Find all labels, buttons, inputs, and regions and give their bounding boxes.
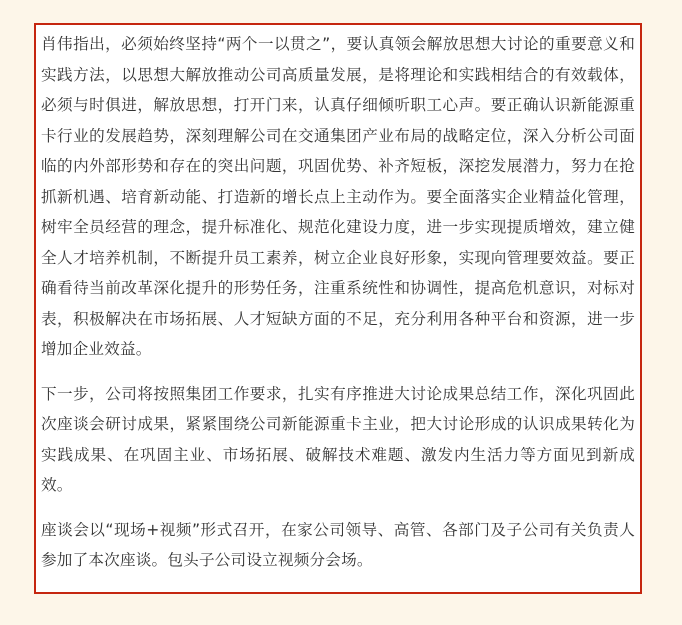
paragraph: 下一步，公司将按照集团工作要求，扎实有序推进大讨论成果总结工作，深化巩固此次座谈会研讨成果，紧紧围绕公司新能源重卡主业，把大讨论形成的认识成果转化为实践成果、在巩固主业、市场拓展、破解技术难题、激发内生活力等方面见到新成效。 [41, 384, 635, 494]
article-content [36, 25, 640, 576]
paragraph: 肖伟指出，必须始终坚持“两个一以贯之”，要认真领会解放思想大讨论的重要意义和实践方法，以思想大解放推动公司高质量发展，是将理论和实践相结合的有效载体，必须与时俱进，解放思想，打开门来，认真仔细倾听职工心声。要正确认识新能源重卡行业的发展趋势，深刻理解公司在交通集团产业布局的战略定位，深入分析公司面临的内外部形势和存在的突出问题，巩固优势、补齐短板，深挖发展潜力，努力在抢抓新机遇、培育新动能、打造新的增长点上主动作为。要全面落实企业精益化管理，树牢全员经营的理念，提升标准化、规范化建设力度，进一步实现提质增效，建立健全人才培养机制，不断提升员工素养，树立企业良好形象，实现向管理要效益。要正确看待当前改革深化提升的形势任务，注重系统性和协调性，提高危机意识，对标对表，积极解决在市场拓展、人才短缺方面的不足，充分利用各种平台和资源，进一步增加企业效益。 [41, 35, 635, 358]
article-box [34, 23, 642, 594]
paragraph: 座谈会以“现场+视频”形式召开，在家公司领导、高管、各部门及子公司有关负责人参加了本次座谈。包头子公司设立视频分会场。 [41, 520, 635, 569]
